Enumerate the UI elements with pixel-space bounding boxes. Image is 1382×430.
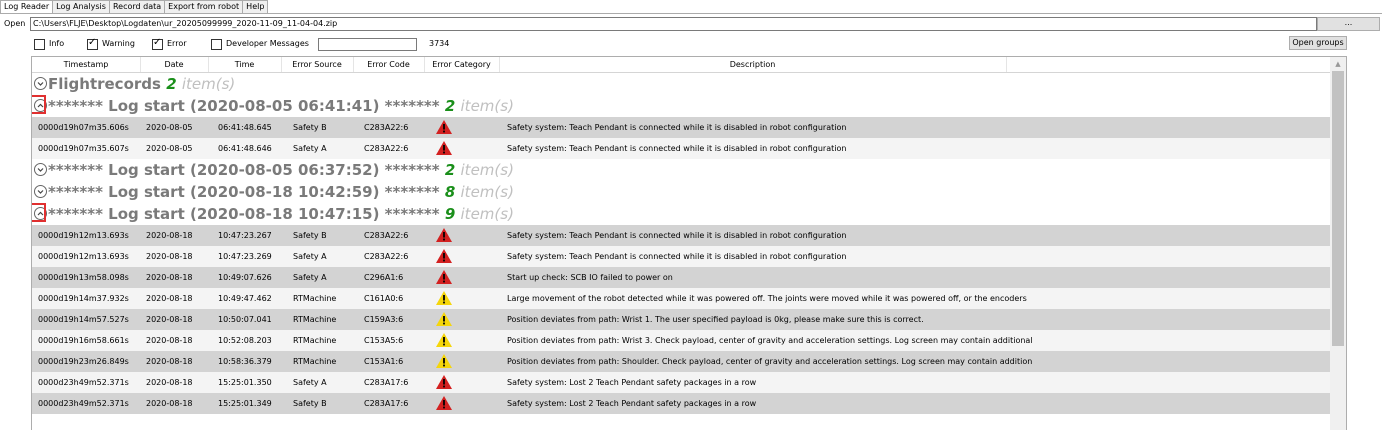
group-title: [48, 205, 514, 223]
date-cell: 2020-08-05: [146, 123, 193, 132]
time-cell: 10:58:36.379: [218, 357, 272, 366]
table-row[interactable]: [32, 267, 1330, 288]
error-source-cell: Safety B: [293, 399, 327, 408]
date-cell: 2020-08-18: [146, 252, 193, 261]
description-cell: Start up check: SCB IO failed to power on: [507, 273, 673, 282]
date-cell: 2020-08-18: [146, 336, 193, 345]
error-code-cell: C296A1:6: [364, 273, 404, 282]
time-cell: 10:47:23.267: [218, 231, 272, 240]
timestamp-cell: 0000d19h13m58.098s: [38, 273, 129, 282]
error-code-cell: C153A1:6: [364, 357, 404, 366]
error-code-cell: C159A3:6: [364, 315, 404, 324]
group-items-label: item(s): [181, 75, 236, 93]
expand-icon[interactable]: [34, 185, 47, 198]
error-checkbox[interactable]: [152, 39, 163, 50]
error-source-cell: RTMachine: [293, 294, 337, 303]
col-timestamp[interactable]: Timestamp: [32, 57, 141, 72]
vertical-scrollbar[interactable]: [1330, 57, 1346, 430]
timestamp-cell: 0000d19h14m37.932s: [38, 294, 129, 303]
error-code-cell: C161A0:6: [364, 294, 404, 303]
toggle-highlight: [31, 203, 46, 222]
tab-log-analysis[interactable]: Log Analysis: [52, 0, 110, 13]
error-source-cell: Safety B: [293, 231, 327, 240]
group-count: 8: [444, 183, 456, 201]
error-icon: [435, 395, 453, 411]
date-cell: 2020-08-05: [146, 144, 193, 153]
time-cell: 06:41:48.645: [218, 123, 272, 132]
error-icon: [435, 227, 453, 243]
error-label: Error: [167, 39, 187, 48]
group-title-text: ******* Log start (2020-08-05 06:37:52) *******: [48, 161, 440, 179]
timestamp-cell: 0000d19h07m35.606s: [38, 123, 129, 132]
description-cell: Safety system: Teach Pendant is connected while it is disabled in robot configuration: [507, 252, 847, 261]
timestamp-cell: 0000d19h07m35.607s: [38, 144, 129, 153]
error-source-cell: Safety A: [293, 378, 327, 387]
time-cell: 06:41:48.646: [218, 144, 272, 153]
tab-export-from-robot[interactable]: Export from robot: [164, 0, 243, 13]
group-count: 2: [444, 161, 456, 179]
expand-icon[interactable]: [34, 77, 47, 90]
scroll-thumb[interactable]: [1332, 71, 1344, 346]
timestamp-cell: 0000d19h14m57.527s: [38, 315, 129, 324]
group-items-label: item(s): [460, 183, 514, 201]
tab-log-reader[interactable]: Log Reader: [0, 0, 53, 14]
col-error-code[interactable]: Error Code: [353, 57, 425, 72]
error-code-cell: C283A22:6: [364, 123, 409, 132]
time-cell: 10:49:47.462: [218, 294, 272, 303]
error-source-cell: RTMachine: [293, 357, 337, 366]
description-cell: Position deviates from path: Shoulder. Check payload, center of gravity and acceleration settings. Log screen may contain addition: [507, 357, 1033, 366]
description-cell: Safety system: Lost 2 Teach Pendant safety packages in a row: [507, 378, 757, 387]
table-row[interactable]: [32, 372, 1330, 393]
table-row[interactable]: [32, 246, 1330, 267]
time-cell: 15:25:01.350: [218, 378, 272, 387]
group-row[interactable]: [32, 181, 1330, 203]
grid-header: [32, 57, 1330, 73]
description-cell: Safety system: Teach Pendant is connected while it is disabled in robot configuration: [507, 231, 847, 240]
message-count: 3734: [429, 39, 450, 48]
group-items-label: item(s): [460, 161, 514, 179]
group-title-text: Flightrecords: [48, 75, 161, 93]
table-row[interactable]: [32, 288, 1330, 309]
description-cell: Position deviates from path: Wrist 3. Check payload, center of gravity and acceleration settings. Log screen may contain additional: [507, 336, 1033, 345]
time-cell: 15:25:01.349: [218, 399, 272, 408]
date-cell: 2020-08-18: [146, 357, 193, 366]
table-row[interactable]: [32, 138, 1330, 159]
open-label: Open: [4, 19, 26, 28]
group-count: 2: [444, 97, 456, 115]
date-cell: 2020-08-18: [146, 231, 193, 240]
error-code-cell: C283A17:6: [364, 399, 409, 408]
error-source-cell: Safety B: [293, 123, 327, 132]
developer-label: Developer Messages: [226, 39, 309, 48]
warning-icon: [435, 332, 453, 348]
expand-icon[interactable]: [34, 163, 47, 176]
warning-checkbox[interactable]: [87, 39, 98, 50]
time-cell: 10:49:07.626: [218, 273, 272, 282]
group-title-text: ******* Log start (2020-08-18 10:42:59) *******: [48, 183, 440, 201]
group-title: [48, 75, 235, 93]
description-cell: Position deviates from path: Wrist 1. The user specified payload is 0kg, please make sure this is correct.: [507, 315, 924, 324]
group-items-label: item(s): [460, 97, 514, 115]
col-date[interactable]: Date: [140, 57, 209, 72]
table-row[interactable]: [32, 330, 1330, 351]
error-code-cell: C283A22:6: [364, 144, 409, 153]
description-cell: Large movement of the robot detected while it was powered off. The joints were moved while it was powered off, or the encoders: [507, 294, 1027, 303]
group-items-label: item(s): [460, 205, 514, 223]
group-title: [48, 97, 514, 115]
timestamp-cell: 0000d23h49m52.371s: [38, 399, 129, 408]
group-row[interactable]: [32, 95, 1330, 117]
tab-divider: [0, 13, 1382, 14]
scroll-up-icon[interactable]: ▲: [1335, 60, 1341, 68]
log-grid: [31, 56, 1347, 430]
developer-checkbox[interactable]: [211, 39, 222, 50]
timestamp-cell: 0000d19h12m13.693s: [38, 231, 129, 240]
warning-icon: [435, 290, 453, 306]
timestamp-cell: 0000d19h12m13.693s: [38, 252, 129, 261]
search-input[interactable]: [318, 38, 417, 51]
date-cell: 2020-08-18: [146, 399, 193, 408]
group-title: [48, 161, 514, 179]
error-source-cell: Safety A: [293, 144, 327, 153]
tab-record-data[interactable]: Record data: [109, 0, 165, 13]
warning-icon: [435, 353, 453, 369]
time-cell: 10:52:08.203: [218, 336, 272, 345]
error-icon: [435, 119, 453, 135]
date-cell: 2020-08-18: [146, 315, 193, 324]
col-error-category[interactable]: Error Category: [424, 57, 500, 72]
error-code-cell: C153A5:6: [364, 336, 404, 345]
error-source-cell: RTMachine: [293, 315, 337, 324]
timestamp-cell: 0000d19h16m58.661s: [38, 336, 129, 345]
group-count: 2: [166, 75, 177, 93]
error-icon: [435, 374, 453, 390]
date-cell: 2020-08-18: [146, 273, 193, 282]
group-row[interactable]: [32, 203, 1330, 225]
toggle-highlight: [31, 95, 46, 114]
date-cell: 2020-08-18: [146, 294, 193, 303]
info-label: Info: [49, 39, 65, 48]
error-icon: [435, 248, 453, 264]
warning-label: Warning: [102, 39, 135, 48]
error-source-cell: Safety A: [293, 273, 327, 282]
col-error-source[interactable]: Error Source: [281, 57, 354, 72]
group-title: [48, 183, 514, 201]
error-source-cell: RTMachine: [293, 336, 337, 345]
table-row[interactable]: [32, 309, 1330, 330]
table-row[interactable]: [32, 393, 1330, 414]
info-checkbox[interactable]: [34, 39, 45, 50]
group-title-text: ******* Log start (2020-08-18 10:47:15) *******: [48, 205, 440, 223]
filter-bar: [0, 38, 1382, 52]
group-row[interactable]: [32, 159, 1330, 181]
date-cell: 2020-08-18: [146, 378, 193, 387]
table-row[interactable]: [32, 117, 1330, 138]
time-cell: 10:50:07.041: [218, 315, 272, 324]
table-row[interactable]: [32, 351, 1330, 372]
error-source-cell: Safety A: [293, 252, 327, 261]
group-title-text: ******* Log start (2020-08-05 06:41:41) *******: [48, 97, 440, 115]
description-cell: Safety system: Lost 2 Teach Pendant safety packages in a row: [507, 399, 757, 408]
error-code-cell: C283A17:6: [364, 378, 409, 387]
description-cell: Safety system: Teach Pendant is connected while it is disabled in robot configuration: [507, 123, 847, 132]
error-check-icon: ✓: [153, 37, 162, 48]
error-icon: [435, 140, 453, 156]
open-groups-button[interactable]: Open groups: [1289, 36, 1347, 50]
time-cell: 10:47:23.269: [218, 252, 272, 261]
timestamp-cell: 0000d23h49m52.371s: [38, 378, 129, 387]
description-cell: Safety system: Teach Pendant is connected while it is disabled in robot configuration: [507, 144, 847, 153]
group-row[interactable]: [32, 73, 1330, 95]
open-row: [0, 17, 1382, 33]
warning-check-icon: ✓: [88, 37, 97, 48]
group-count: 9: [444, 205, 456, 223]
col-time[interactable]: Time: [208, 57, 282, 72]
error-icon: [435, 269, 453, 285]
error-code-cell: C283A22:6: [364, 252, 409, 261]
tab-bar: [0, 0, 267, 14]
col-description[interactable]: Description: [499, 57, 1007, 72]
table-row[interactable]: [32, 225, 1330, 246]
file-path-field[interactable]: C:\Users\FLJE\Desktop\Logdaten\ur_20205099999_2020-11-09_11-04-04.zip: [30, 17, 1317, 31]
warning-icon: [435, 311, 453, 327]
timestamp-cell: 0000d19h23m26.849s: [38, 357, 129, 366]
tab-help[interactable]: Help: [242, 0, 268, 13]
error-code-cell: C283A22:6: [364, 231, 409, 240]
browse-button[interactable]: ...: [1317, 17, 1380, 31]
